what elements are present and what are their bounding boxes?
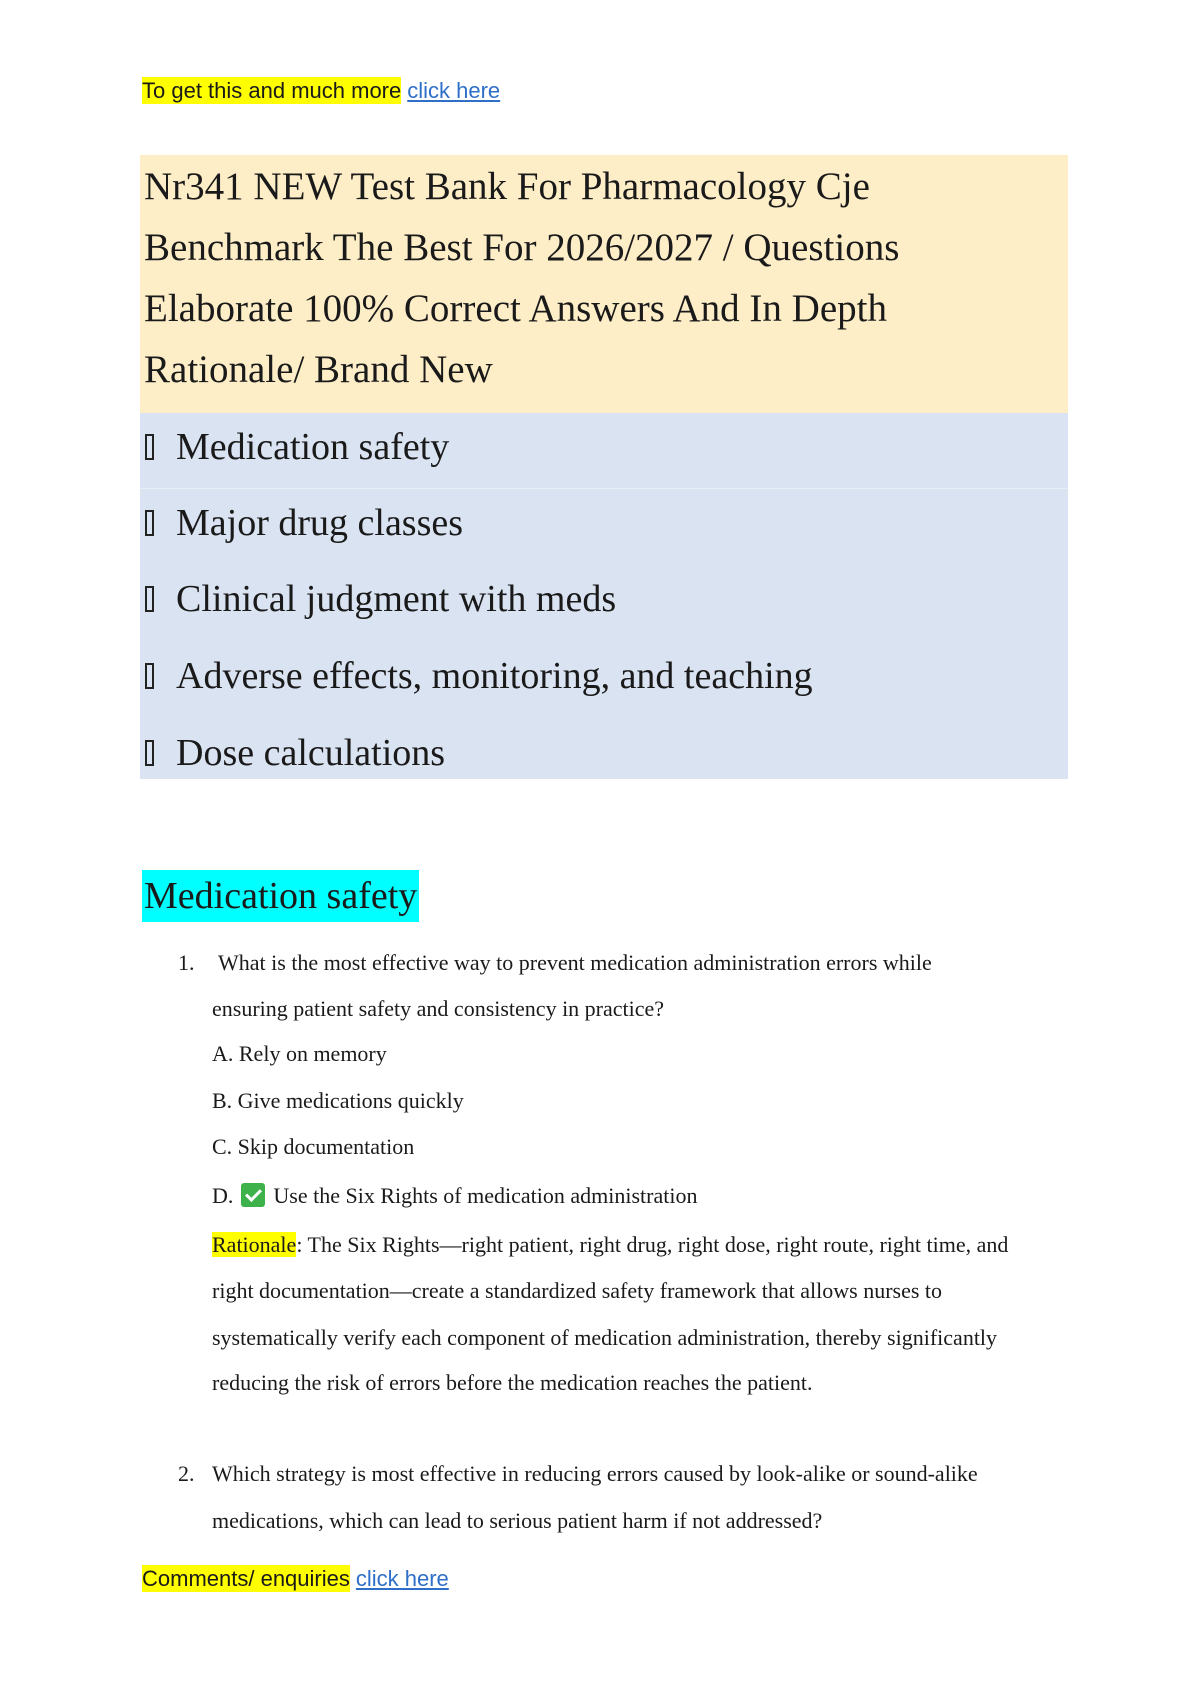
section-heading: Medication safety: [142, 870, 419, 922]
topic-item: [140, 417, 449, 477]
document-title-line-2: Benchmark The Best For 2026/2027 / Questions: [144, 226, 900, 269]
document-title-line-1: Nr341 NEW Test Bank For Pharmacology Cje: [144, 165, 870, 208]
question-text-line: What is the most effective way to prevent medication administration errors while: [218, 950, 932, 975]
bullet-box-icon: [145, 586, 154, 612]
topic-label: Clinical judgment with meds: [176, 578, 617, 620]
promo-bottom: [142, 1566, 449, 1592]
topic-label: Medication safety: [176, 426, 450, 468]
topic-label: Major drug classes: [176, 502, 464, 544]
question-number: 2.: [178, 1461, 195, 1486]
rationale-text: : The Six Rights—right patient, right drug, right dose, right route, right time, and: [296, 1232, 1009, 1257]
bullet-box-icon: [145, 434, 154, 460]
rationale-line: systematically verify each component of medication administration, thereby significantly: [212, 1325, 998, 1350]
question-text-line: medications, which can lead to serious patient harm if not addressed?: [212, 1508, 823, 1533]
document-title-line-3: Elaborate 100% Correct Answers And In Depth: [144, 287, 887, 330]
promo-bottom-link[interactable]: click here: [355, 1566, 449, 1591]
answer-option-d-prefix: D.: [212, 1183, 234, 1208]
question-text-line: ensuring patient safety and consistency in practice?: [212, 996, 665, 1021]
question-text-line: Which strategy is most effective in reducing errors caused by look-alike or sound-alike: [212, 1461, 978, 1486]
title-box: [140, 155, 1068, 413]
answer-option-b: B. Give medications quickly: [212, 1088, 464, 1113]
rationale-line: [212, 1232, 1008, 1258]
topic-label: Adverse effects, monitoring, and teaching: [176, 655, 813, 697]
answer-option-a: A. Rely on memory: [212, 1041, 387, 1066]
promo-top-text: To get this and much more: [142, 78, 402, 103]
promo-top-link[interactable]: click here: [407, 78, 501, 103]
rationale-label: Rationale: [212, 1232, 297, 1257]
answer-option-d: [212, 1183, 697, 1209]
bullet-box-icon: [145, 510, 154, 536]
question-number: 1.: [178, 950, 195, 975]
answer-option-d-text: Use the Six Rights of medication administration: [273, 1183, 698, 1208]
topic-divider: [140, 488, 1068, 489]
topic-item: [140, 493, 463, 553]
promo-top: [142, 78, 500, 104]
promo-bottom-text: Comments/ enquiries: [142, 1566, 350, 1591]
document-title-line-4: Rationale/ Brand New: [144, 348, 493, 391]
topics-list: [140, 413, 1068, 779]
topic-label: Dose calculations: [176, 732, 446, 774]
topic-item: [140, 646, 813, 706]
bullet-box-icon: [145, 663, 154, 689]
rationale-line: reducing the risk of errors before the medication reaches the patient.: [212, 1370, 813, 1395]
topic-item: [140, 569, 616, 629]
rationale-line: right documentation—create a standardized safety framework that allows nurses to: [212, 1278, 943, 1303]
bullet-box-icon: [145, 740, 154, 766]
check-mark-icon: [241, 1183, 265, 1207]
answer-option-c: C. Skip documentation: [212, 1134, 415, 1159]
topic-item: [140, 723, 445, 783]
